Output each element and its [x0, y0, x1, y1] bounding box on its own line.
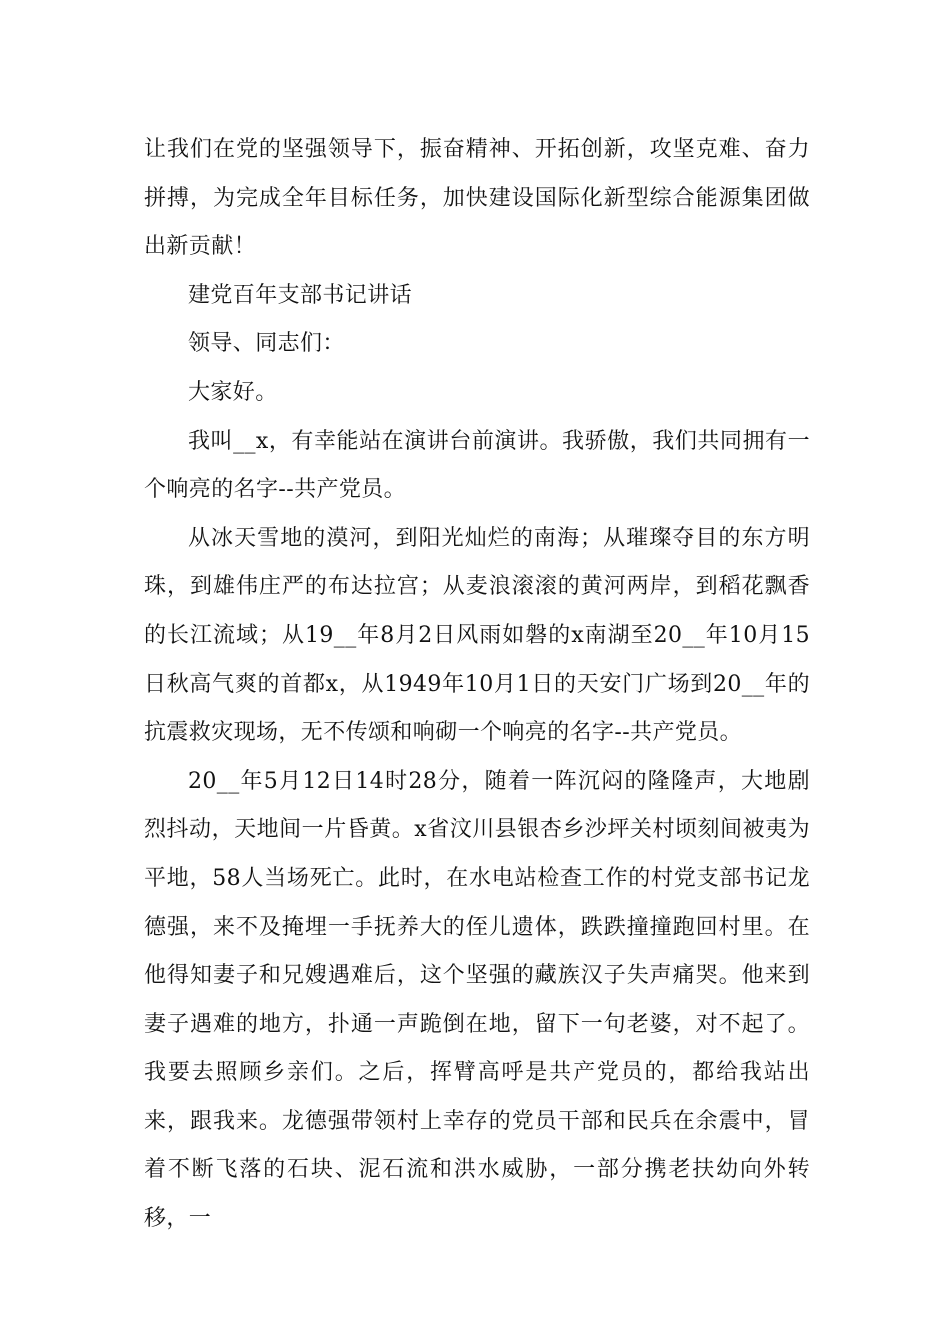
paragraph-earthquake-story: 20__年5月12日14时28分，随着一阵沉闷的隆隆声，大地剧烈抖动，天地间一片昏黄。x省汶川县银杏乡沙坪关村顷刻间被夷为平地，58人当场死亡。此时，在水电站检查工作的村党支部书记龙德强，来不及掩埋一手抚养大的侄儿遗体，跌跌撞撞跑回村里。在他得知妻子和兄嫂遇难后，这个坚强的藏族汉子失声痛哭。他来到妻子遇难的地方，扑通一声跪倒在地，留下一句老婆，对不起了。我要去照顾乡亲们。之后，挥臂高呼是共产党员的，都给我站出来，跟我来。龙德强带领村上幸存的党员干部和民兵在余震中，冒着不断飞落的石块、泥石流和洪水威胁，一部分携老扶幼向外转移，一	[144, 768, 810, 1232]
paragraph-introduction: 我叫__x，有幸能站在演讲台前演讲。我骄傲，我们共同拥有一个响亮的名字--共产党员。	[144, 428, 810, 503]
paragraph-closing-call: 让我们在党的坚强领导下，振奋精神、开拓创新，攻坚克难、奋力拼搏，为完成全年目标任务，加快建设国际化新型综合能源集团做出新贡献！	[144, 137, 810, 260]
paragraph-history: 从冰天雪地的漠河，到阳光灿烂的南海；从璀璨夺目的东方明珠，到雄伟庄严的布达拉宫；从麦浪滚滚的黄河两岸，到稻花飘香的长江流域；从19__年8月2日风雨如磐的x南湖至20__年10月15日秋高气爽的首都x，从1949年10月1日的天安门广场到20__年的抗震救灾现场，无不传颂和响砌一个响亮的名字--共产党员。	[144, 525, 810, 746]
salutation: 领导、同志们：	[188, 331, 345, 357]
speech-title: 建党百年支部书记讲话	[188, 282, 413, 308]
document-body	[144, 126, 810, 1244]
greeting: 大家好。	[188, 379, 278, 405]
